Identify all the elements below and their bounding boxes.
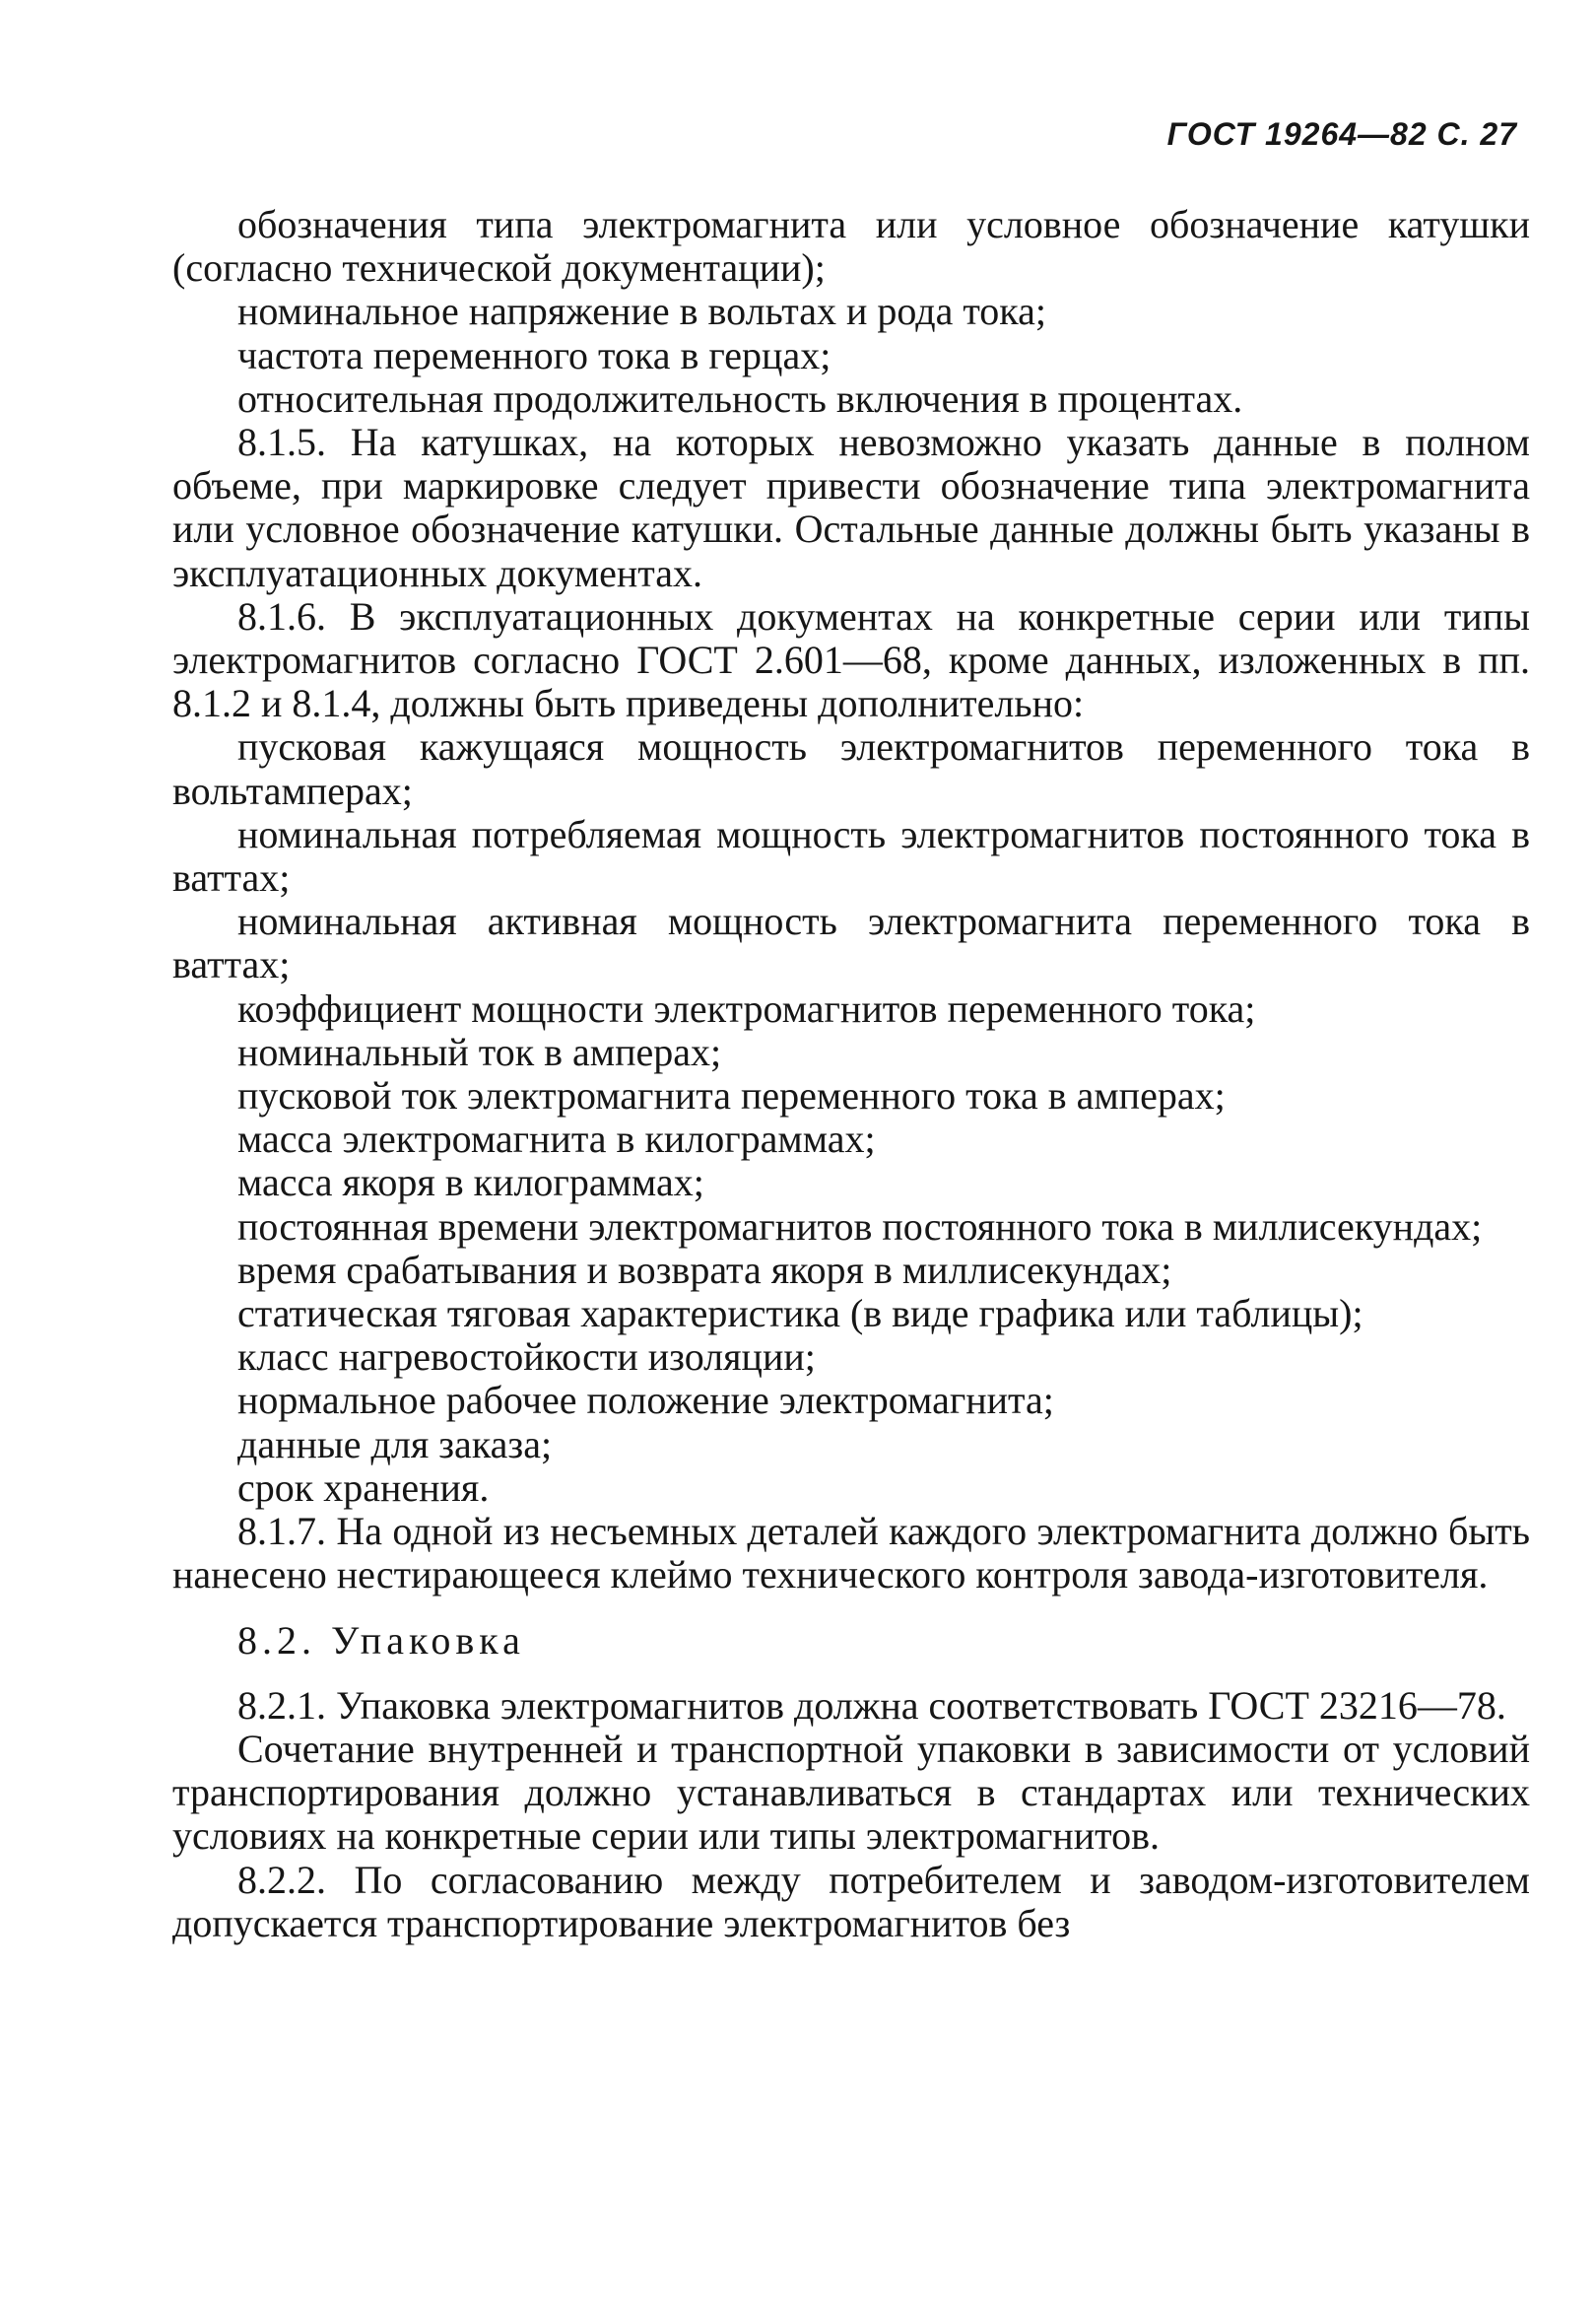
list-item: постоянная времени электромагнитов постоянного тока в миллисекундах; bbox=[237, 1203, 1483, 1249]
document-body bbox=[172, 203, 1530, 1945]
list-item: данные для заказа; bbox=[237, 1421, 553, 1466]
list-item: статическая тяговая характеристика (в виде графика или таблицы); bbox=[237, 1291, 1363, 1336]
list-item: класс нагревостойкости изоляции; bbox=[237, 1334, 816, 1380]
list-item: срок хранения. bbox=[237, 1464, 490, 1510]
paragraph: обозначения типа электромагнита или условное обозначение катушки (согласно технической документации); bbox=[172, 202, 1530, 291]
list-item: масса якоря в килограммах; bbox=[237, 1160, 704, 1205]
section-heading-8-2: 8.2. Упаковка bbox=[237, 1617, 525, 1663]
clause-8-1-5: 8.1.5. На катушках, на которых невозможно указать данные в полном объеме, при маркировке следует привести обозначение типа электромагнита или условное обозначение катушки. Остальные данные должны быть указаны в эксплуатационных документах. bbox=[172, 420, 1530, 595]
list-item: номинальная потребляемая мощность электромагнитов постоянного тока в ваттах; bbox=[172, 811, 1530, 901]
paragraph: относительная продолжительность включения в процентах. bbox=[237, 375, 1243, 421]
paragraph: Сочетание внутренней и транспортной упаковки в зависимости от условий транспортирования должно устанавливаться в стандартах или технических условиях на конкретные серии или типы электромагнитов. bbox=[172, 1726, 1530, 1859]
list-item: нормальное рабочее положение электромагнита; bbox=[237, 1378, 1054, 1423]
paragraph: частота переменного тока в герцах; bbox=[237, 332, 831, 377]
clause-8-2-2: 8.2.2. По согласованию между потребителем и заводом-изготовителем допускается транспортирование электромагнитов без bbox=[172, 1857, 1530, 1945]
page-header: ГОСТ 19264—82 С. 27 bbox=[1166, 116, 1517, 152]
list-item: пусковая кажущаяся мощность электромагнитов переменного тока в вольтамперах; bbox=[172, 724, 1530, 813]
list-item: время срабатывания и возврата якоря в миллисекундах; bbox=[237, 1247, 1172, 1292]
list-item: номинальный ток в амперах; bbox=[237, 1029, 722, 1074]
list-item: коэффициент мощности электромагнитов переменного тока; bbox=[237, 985, 1256, 1031]
clause-8-1-7: 8.1.7. На одной из несъемных деталей каждого электромагнита должно быть нанесено нестирающееся клеймо технического контроля завода-изготовителя. bbox=[172, 1509, 1530, 1597]
clause-8-2-1: 8.2.1. Упаковка электромагнитов должна соответствовать ГОСТ 23216—78. bbox=[237, 1682, 1506, 1728]
list-item: масса электромагнита в килограммах; bbox=[237, 1117, 876, 1162]
list-item: пусковой ток электромагнита переменного тока в амперах; bbox=[237, 1073, 1226, 1119]
paragraph: номинальное напряжение в вольтах и рода тока; bbox=[237, 289, 1046, 334]
list-item: номинальная активная мощность электромагнита переменного тока в ваттах; bbox=[172, 899, 1530, 987]
clause-8-1-6: 8.1.6. В эксплуатационных документах на конкретные серии или типы электромагнитов согласно ГОСТ 2.601—68, кроме данных, изложенных в пп. 8.1.2 и 8.1.4, должны быть приведены дополнительно: bbox=[172, 593, 1530, 726]
